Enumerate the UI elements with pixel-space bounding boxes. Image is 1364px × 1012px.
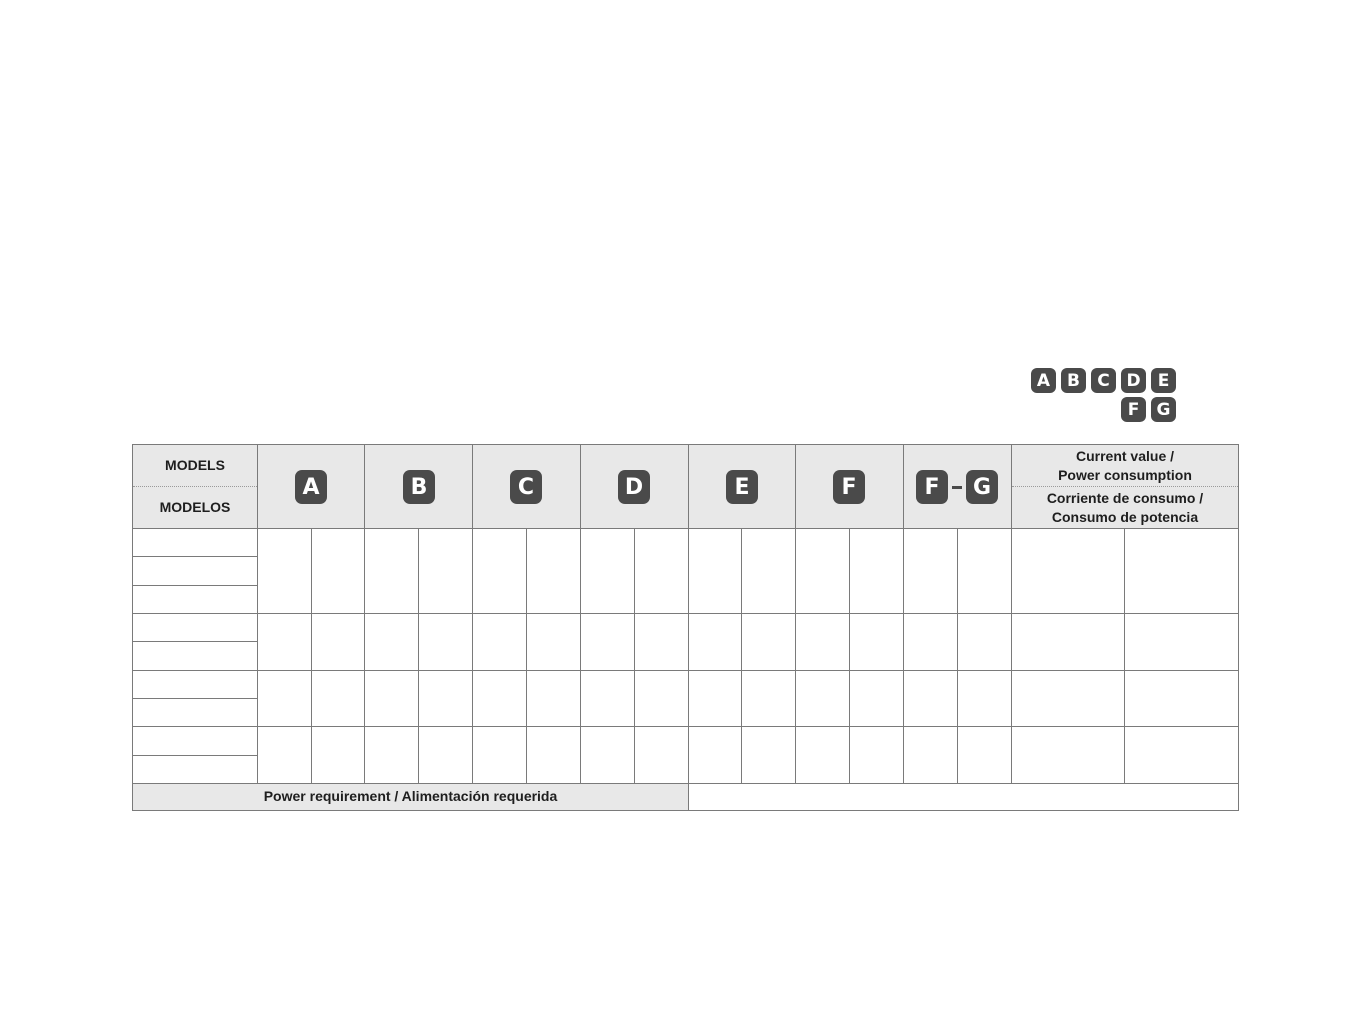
column-b-icon: B — [403, 470, 435, 504]
column-f-icon: F — [833, 470, 865, 504]
fg-dash-separator — [952, 486, 962, 489]
power-requirement-label: Power requirement / Alimentación requerida — [263, 788, 558, 804]
letter-e-icon: E — [1151, 368, 1176, 393]
current-value-label-line1: Current value / — [1075, 448, 1175, 464]
letter-c-icon: C — [1091, 368, 1116, 393]
column-a-icon: A — [295, 470, 327, 504]
models-label: MODELS — [165, 457, 225, 473]
letter-f-icon: F — [1121, 397, 1146, 422]
letter-a-icon: A — [1031, 368, 1056, 393]
letter-d-icon: D — [1121, 368, 1146, 393]
column-e-icon: E — [726, 470, 758, 504]
column-d-icon: D — [618, 470, 650, 504]
column-fg-g-icon: G — [966, 470, 998, 504]
column-fg-f-icon: F — [916, 470, 948, 504]
letter-g-icon: G — [1151, 397, 1176, 422]
corriente-label-line2: Consumo de potencia — [1051, 509, 1199, 525]
modelos-label: MODELOS — [159, 499, 231, 515]
letter-b-icon: B — [1061, 368, 1086, 393]
corriente-label-line1: Corriente de consumo / — [1046, 490, 1204, 506]
current-value-label-line2: Power consumption — [1058, 467, 1192, 483]
power-requirement-value-cell — [689, 784, 1238, 810]
column-c-icon: C — [510, 470, 542, 504]
